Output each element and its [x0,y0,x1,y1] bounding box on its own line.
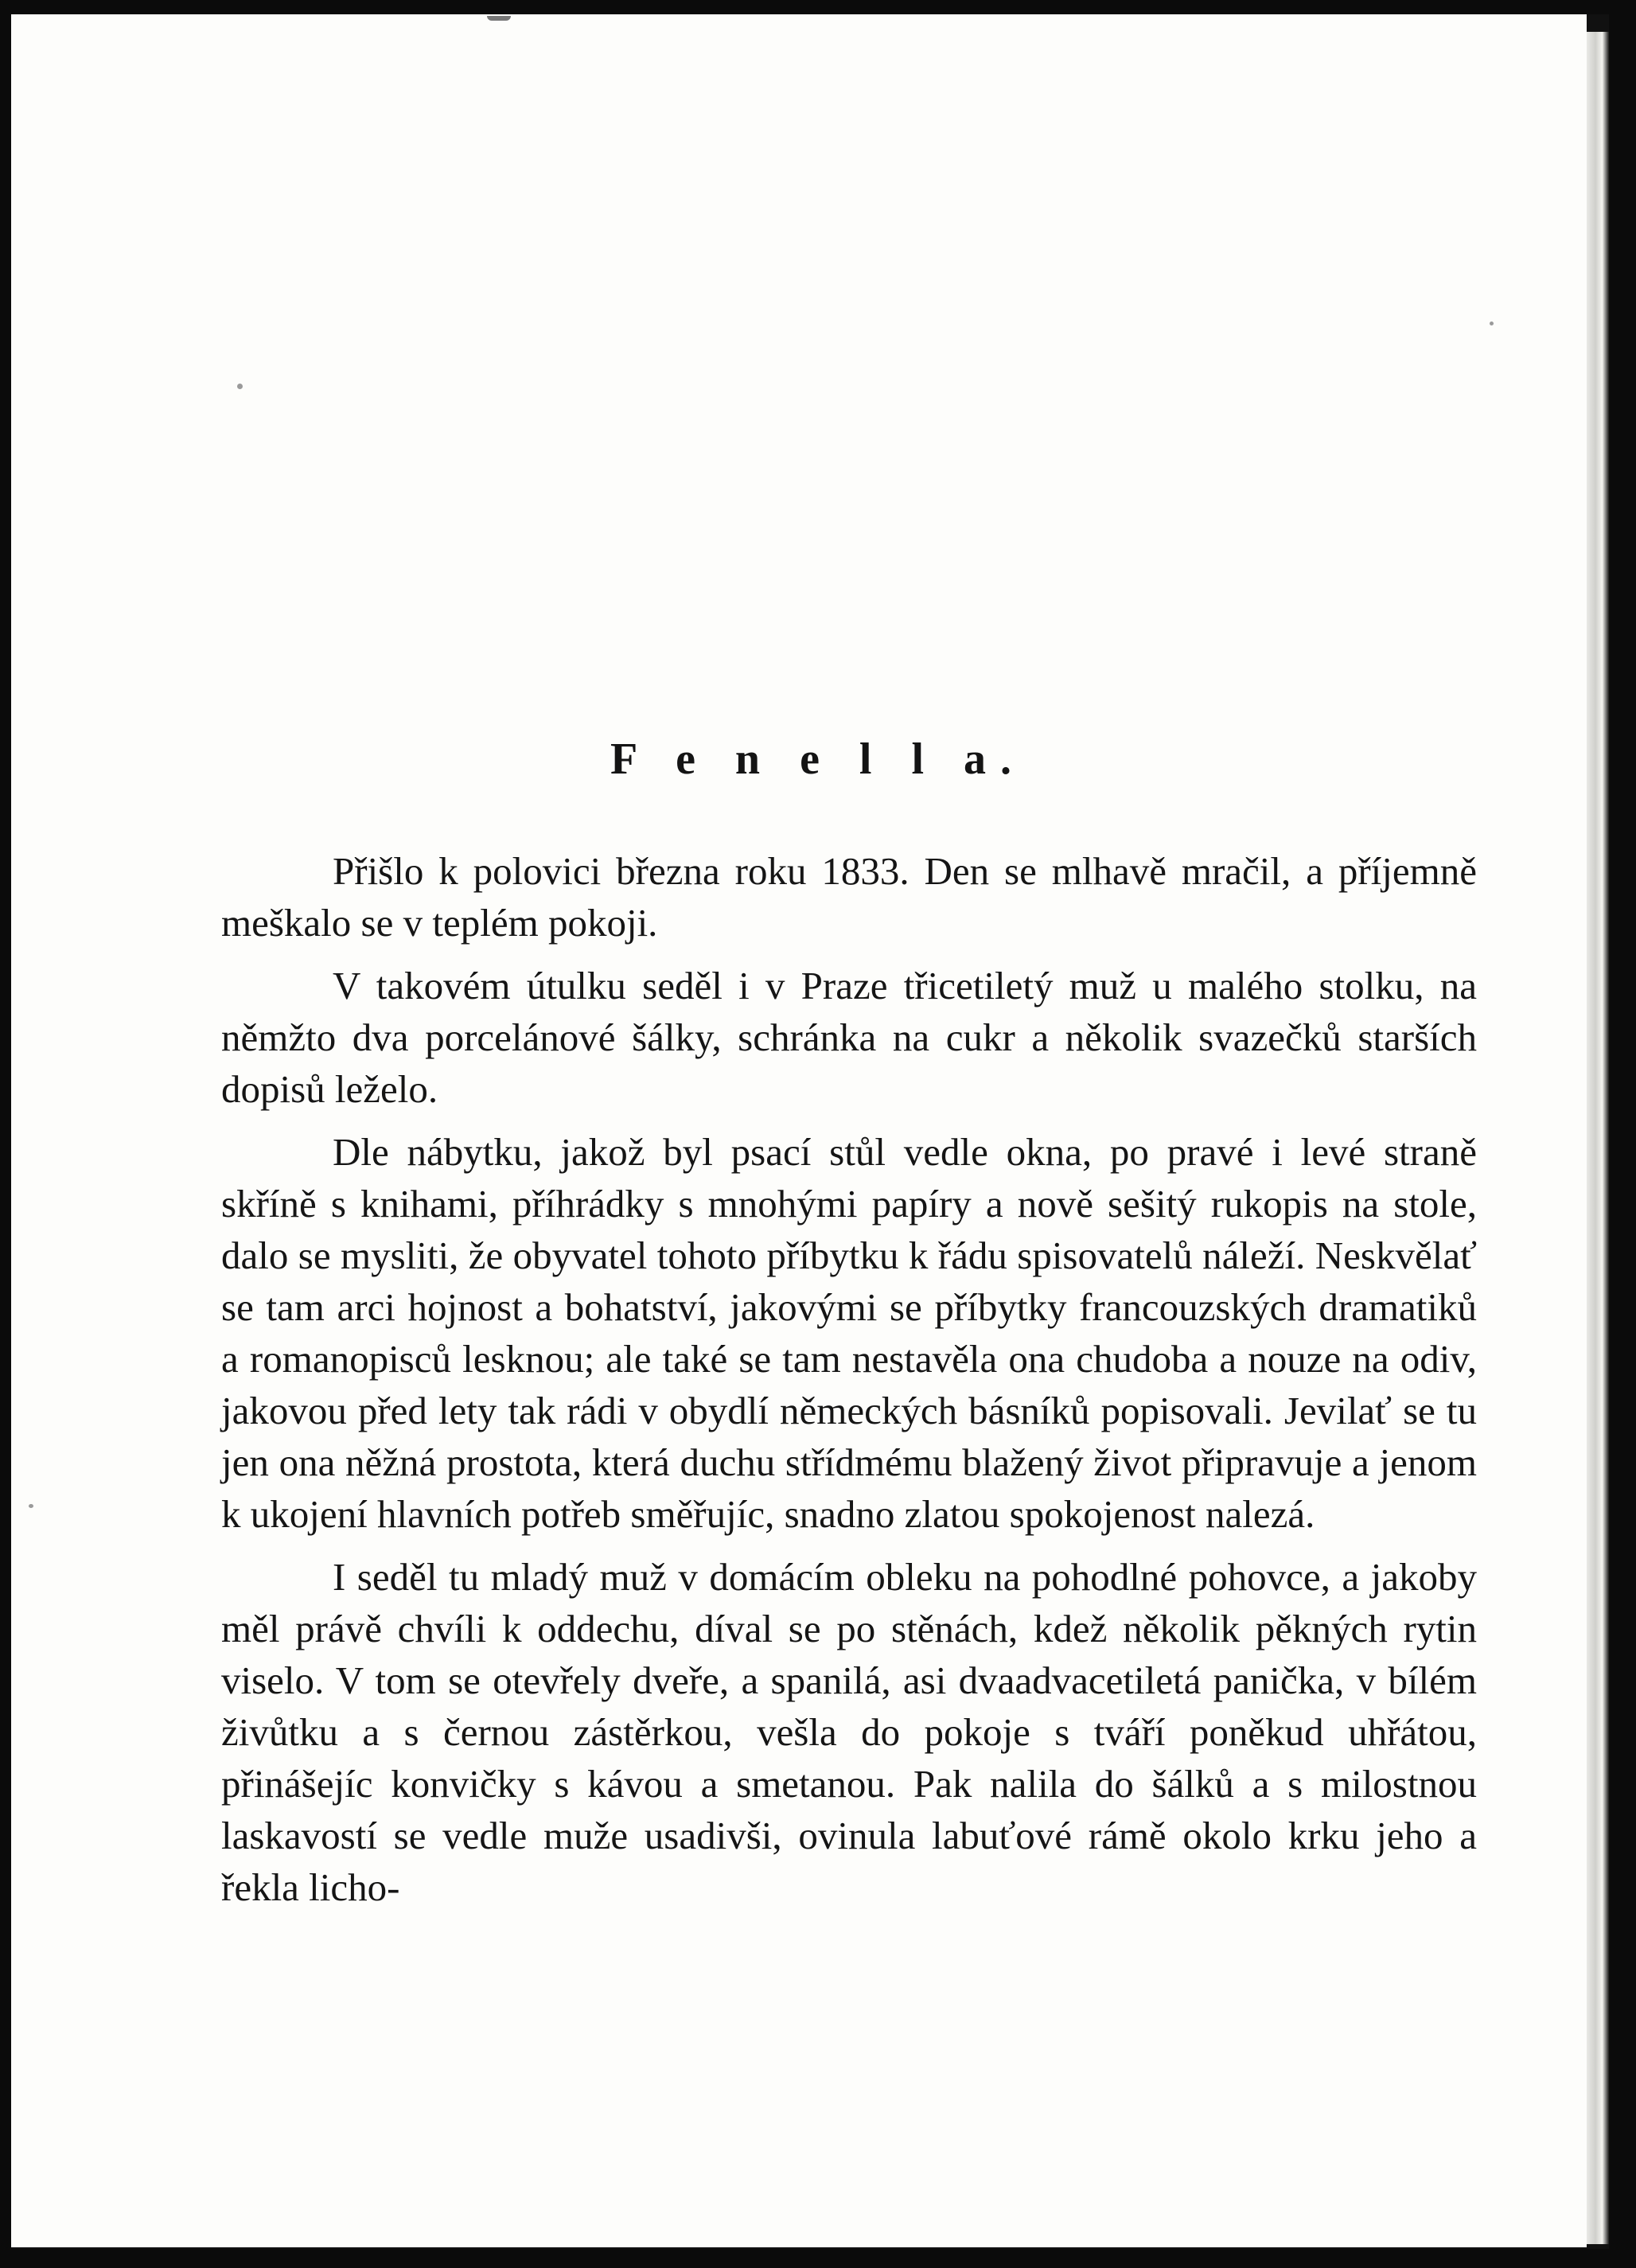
body-text [221,845,1477,1913]
scan-speck [487,16,511,21]
paragraph: Přišlo k polovici března roku 1833. Den se mlhavě mračil, a příjemně meškalo se v teplém pokoji. [221,849,1477,945]
paragraph: V takovém útulku seděl i v Praze třicetiletý muž u malého stolku, na němžto dva porcelánové šálky, schránka na cukr a několik svazečků starších dopisů leželo. [221,964,1477,1111]
chapter-title: F e n e l l a. [610,735,1026,784]
scan-speck [29,1504,33,1508]
paragraph: Dle nábytku, jakož byl psací stůl vedle okna, po pravé i levé straně skříně s knihami, příhrádky s mnohými papíry a nově sešitý rukopis na stole, dalo se mysliti, že obyvatel tohoto příbytku k řádu spisovatelů náleží. Neskvělať se tam arci hojnost a bohatství, jakovými se příbytky francouzských dramatiků a romanopisců lesknou; ale také se tam nestavěla ona chudoba a nouze na odiv, jakovou před lety tak rádi v obydlí německých básníků popisovali. Jevilať se tu jen ona něžná prostota, která duchu střídmému blažený život připravuje a jenom k ukojení hlavních potřeb směřujíc, snadno zlatou spokojenost nalezá. [221,1130,1477,1536]
scan-border-top [0,0,1636,14]
scan-speck [237,384,243,389]
scan-border-left [0,0,11,2268]
paragraph: I seděl tu mladý muž v domácím obleku na pohodlné pohovce, a jakoby měl právě chvíli k oddechu, díval se po stěnách, kdež několik pěkných rytin viselo. V tom se otevřely dveře, a spanilá, asi dvaadvacetiletá panička, v bílém živůtku a s černou zástěrkou, vešla do pokoje s tváří poněkud uhřátou, přinášejíc konvičky s kávou a smetanou. Pak nalila do šálků a s milostnou laskavostí se vedle muže usadivši, ovinula labuťové rámě okolo krku jeho a řekla licho- [221,1555,1477,1909]
scan-speck [1490,321,1494,325]
scan-border-bottom [0,2249,1636,2268]
scan-border-right [1609,0,1636,2268]
page-edge-shadow [1587,32,1609,2244]
